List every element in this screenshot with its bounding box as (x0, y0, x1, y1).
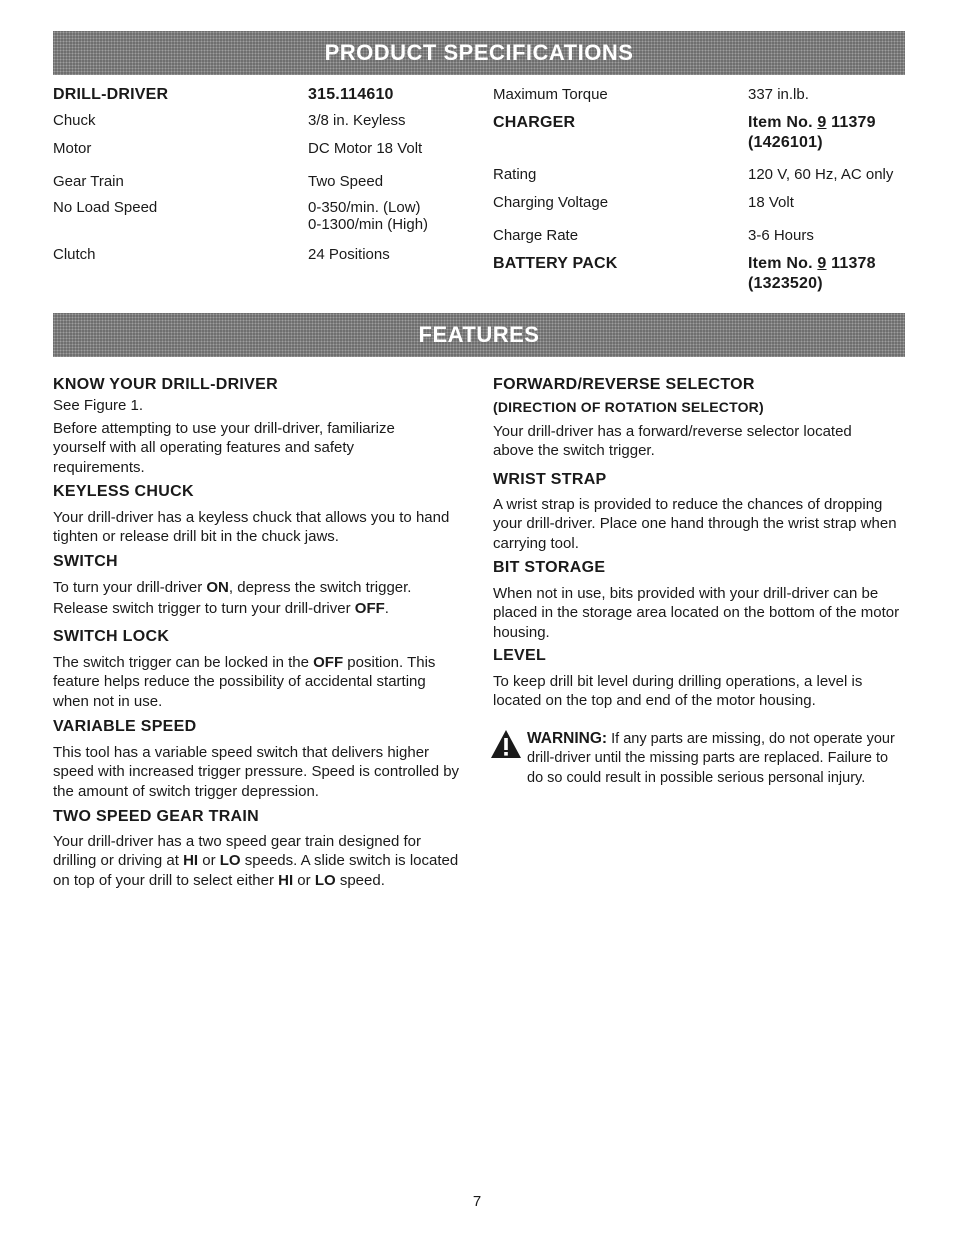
warning-label: WARNING: (527, 730, 608, 747)
level-heading: LEVEL (493, 647, 547, 664)
forward-reverse-subheading: (DIRECTION OF ROTATION SELECTOR) (493, 399, 764, 415)
spec-value-charge-rate: 3-6 Hours (748, 227, 814, 244)
warning-icon (490, 729, 522, 759)
warning-paragraph: WARNING: If any parts are missing, do not operate your drill-driver until the missing parts are replaced. Failure to do so could result in possible serious personal injury. (527, 730, 895, 786)
switch-paragraph-2: Release switch trigger to turn your drill-driver OFF. (53, 600, 389, 617)
battery-item-number: Item No. 9 11378 (748, 255, 876, 272)
variable-speed-paragraph: This tool has a variable speed switch that delivers higher speed with increased trigger pressure. Speed is controlled by the amount of switch trigger depression. (53, 744, 460, 800)
know-see-figure: See Figure 1. (53, 397, 144, 414)
forward-reverse-heading: FORWARD/REVERSE SELECTOR (493, 376, 755, 393)
two-speed-gear-paragraph: Your drill-driver has a two speed gear train designed for drilling or driving at HI or LO speeds. A slide switch is located on top of your drill to select either HI or LO speed. (53, 833, 459, 889)
keyless-chuck-heading: KEYLESS CHUCK (53, 483, 194, 500)
level-paragraph: To keep drill bit level during drilling operations, a level is located on the top and end of the motor housing. (493, 673, 863, 710)
forward-reverse-paragraph: Your drill-driver has a forward/reverse selector located above the switch trigger. (493, 423, 852, 460)
spec-label-gear-train: Gear Train (53, 173, 124, 190)
page-number: 7 (472, 1193, 482, 1210)
drill-model-number: 315.114610 (308, 86, 394, 103)
switch-paragraph-1: To turn your drill-driver ON, depress the switch trigger. (53, 579, 412, 596)
spec-label-chuck: Chuck (53, 112, 96, 129)
spec-label-torque: Maximum Torque (493, 86, 608, 103)
spec-label-clutch: Clutch (53, 246, 96, 263)
battery-pack-title: BATTERY PACK (493, 255, 618, 272)
spec-value-rating: 120 V, 60 Hz, AC only (748, 166, 894, 183)
charger-title: CHARGER (493, 114, 576, 131)
spec-label-charge-rate: Charge Rate (493, 227, 579, 244)
spec-label-motor: Motor (53, 140, 92, 157)
switch-heading: SWITCH (53, 553, 118, 570)
spec-value-clutch: 24 Positions (308, 246, 390, 263)
charger-item-sub: (1426101) (748, 134, 823, 151)
features-banner (53, 313, 905, 357)
features-banner-title: FEATURES (418, 322, 540, 347)
wrist-strap-heading: WRIST STRAP (493, 471, 607, 488)
specifications-banner (53, 31, 905, 75)
spec-label-charging-voltage: Charging Voltage (493, 194, 609, 211)
switch-lock-paragraph: The switch trigger can be locked in the OFF position. This feature helps reduce the possibility of accidental starting when not in use. (53, 654, 436, 710)
switch-lock-heading: SWITCH LOCK (53, 628, 170, 645)
specifications-banner-title: PRODUCT SPECIFICATIONS (324, 40, 634, 65)
variable-speed-heading: VARIABLE SPEED (53, 718, 197, 735)
spec-value-chuck: 3/8 in. Keyless (308, 112, 406, 129)
spec-value-charging-voltage: 18 Volt (748, 194, 794, 211)
know-your-drill-heading: KNOW YOUR DRILL-DRIVER (53, 376, 278, 393)
bit-storage-heading: BIT STORAGE (493, 559, 606, 576)
two-speed-gear-heading: TWO SPEED GEAR TRAIN (53, 808, 260, 825)
drill-driver-title: DRILL-DRIVER (53, 86, 169, 103)
spec-value-motor: DC Motor 18 Volt (308, 140, 423, 157)
bit-storage-paragraph: When not in use, bits provided with your drill-driver can be placed in the storage area located on the bottom of the motor housing. (493, 585, 900, 641)
spec-value-no-load-speed-low: 0-350/min. (Low) (308, 199, 421, 216)
wrist-strap-paragraph: A wrist strap is provided to reduce the chances of dropping your drill-driver. Place one hand through the wrist strap when carrying tool. (493, 496, 897, 552)
battery-item-sub: (1323520) (748, 275, 823, 292)
keyless-chuck-paragraph: Your drill-driver has a keyless chuck that allows you to hand tighten or release drill bit in the chuck jaws. (53, 509, 450, 546)
spec-value-gear-train: Two Speed (308, 173, 384, 190)
spec-value-torque: 337 in.lb. (748, 86, 809, 103)
charger-item-number: Item No. 9 11379 (748, 114, 876, 131)
know-paragraph: Before attempting to use your drill-driver, familiarize yourself with all operating features and safety requirements. (53, 420, 395, 476)
spec-label-no-load-speed: No Load Speed (53, 199, 158, 216)
spec-value-no-load-speed-high: 0-1300/min (High) (308, 216, 429, 233)
spec-label-rating: Rating (493, 166, 537, 183)
